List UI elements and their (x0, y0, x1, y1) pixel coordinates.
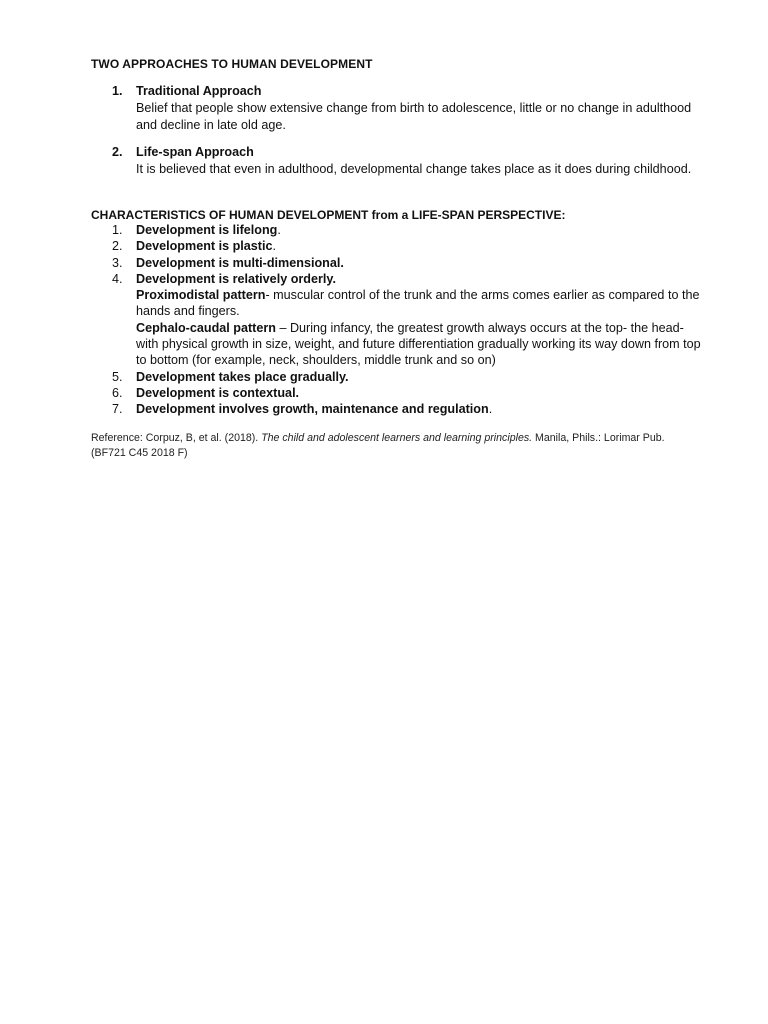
approach-title: Life-span Approach (136, 145, 254, 159)
item-number: 6. (112, 385, 123, 400)
reference-suffix: Manila, Phils.: Lorimar Pub. (BF721 C45 2018 F) (91, 432, 665, 459)
item-suffix: . (272, 239, 276, 254)
characteristics-list (112, 222, 702, 418)
characteristics-heading: CHARACTERISTICS OF HUMAN DEVELOPMENT from a LIFE-SPAN PERSPECTIVE: (91, 208, 566, 222)
list-item (112, 222, 702, 238)
reference-title: The child and adolescent learners and learning principles. (261, 432, 533, 444)
approach-description: Belief that people show extensive change from birth to adolescence, little or no change in adulthood and decline in late old age. (136, 101, 692, 132)
item-number: 4. (112, 271, 123, 286)
item-number: 2. (112, 239, 123, 254)
approach-description: It is believed that even in adulthood, developmental change takes place as it does during childhood. (136, 162, 692, 176)
approach-number: 1. (112, 84, 123, 98)
item-number: 3. (112, 255, 123, 270)
list-item (112, 255, 702, 271)
approach-number: 2. (112, 145, 123, 159)
list-item (112, 401, 702, 417)
main-heading: TWO APPROACHES TO HUMAN DEVELOPMENT (91, 57, 373, 71)
item-text: Development takes place gradually. (136, 369, 349, 384)
pattern-term: Cephalo-caudal pattern (136, 320, 276, 335)
item-suffix: . (488, 402, 493, 417)
item-text: Development involves growth, maintenance and regulation (136, 402, 489, 417)
list-item (112, 385, 702, 401)
pattern-term: Proximodistal pattern (136, 288, 266, 303)
pattern-text: – During infancy, the greatest growth always occurs at the top- the head- with physical growth in size, weight, and future differentiation gradually working its way down from top to bottom (for example, neck, shoulders, middle trunk and so on) (136, 320, 701, 368)
item-text: Development is lifelong (136, 223, 278, 237)
item-number: 5. (112, 369, 123, 384)
item-number: 1. (112, 223, 123, 237)
pattern-text: - muscular control of the trunk and the arms comes earlier as compared to the hands and fingers. (136, 288, 700, 319)
list-item (112, 271, 702, 287)
item-text: Development is contextual. (136, 385, 300, 400)
item-suffix: . (277, 223, 281, 237)
list-item (112, 369, 702, 385)
reference-citation (91, 431, 691, 460)
item-text: Development is multi-dimensional. (136, 255, 344, 270)
approach-title: Traditional Approach (136, 84, 262, 98)
pattern-cephalo-caudal (112, 320, 702, 369)
item-number: 7. (112, 402, 123, 417)
list-item (112, 238, 702, 254)
pattern-proximodistal (112, 287, 702, 320)
item-text: Development is relatively orderly. (136, 271, 336, 286)
reference-prefix: Reference: Corpuz, B, et al. (2018). (91, 432, 262, 444)
item-text: Development is plastic (136, 239, 273, 254)
